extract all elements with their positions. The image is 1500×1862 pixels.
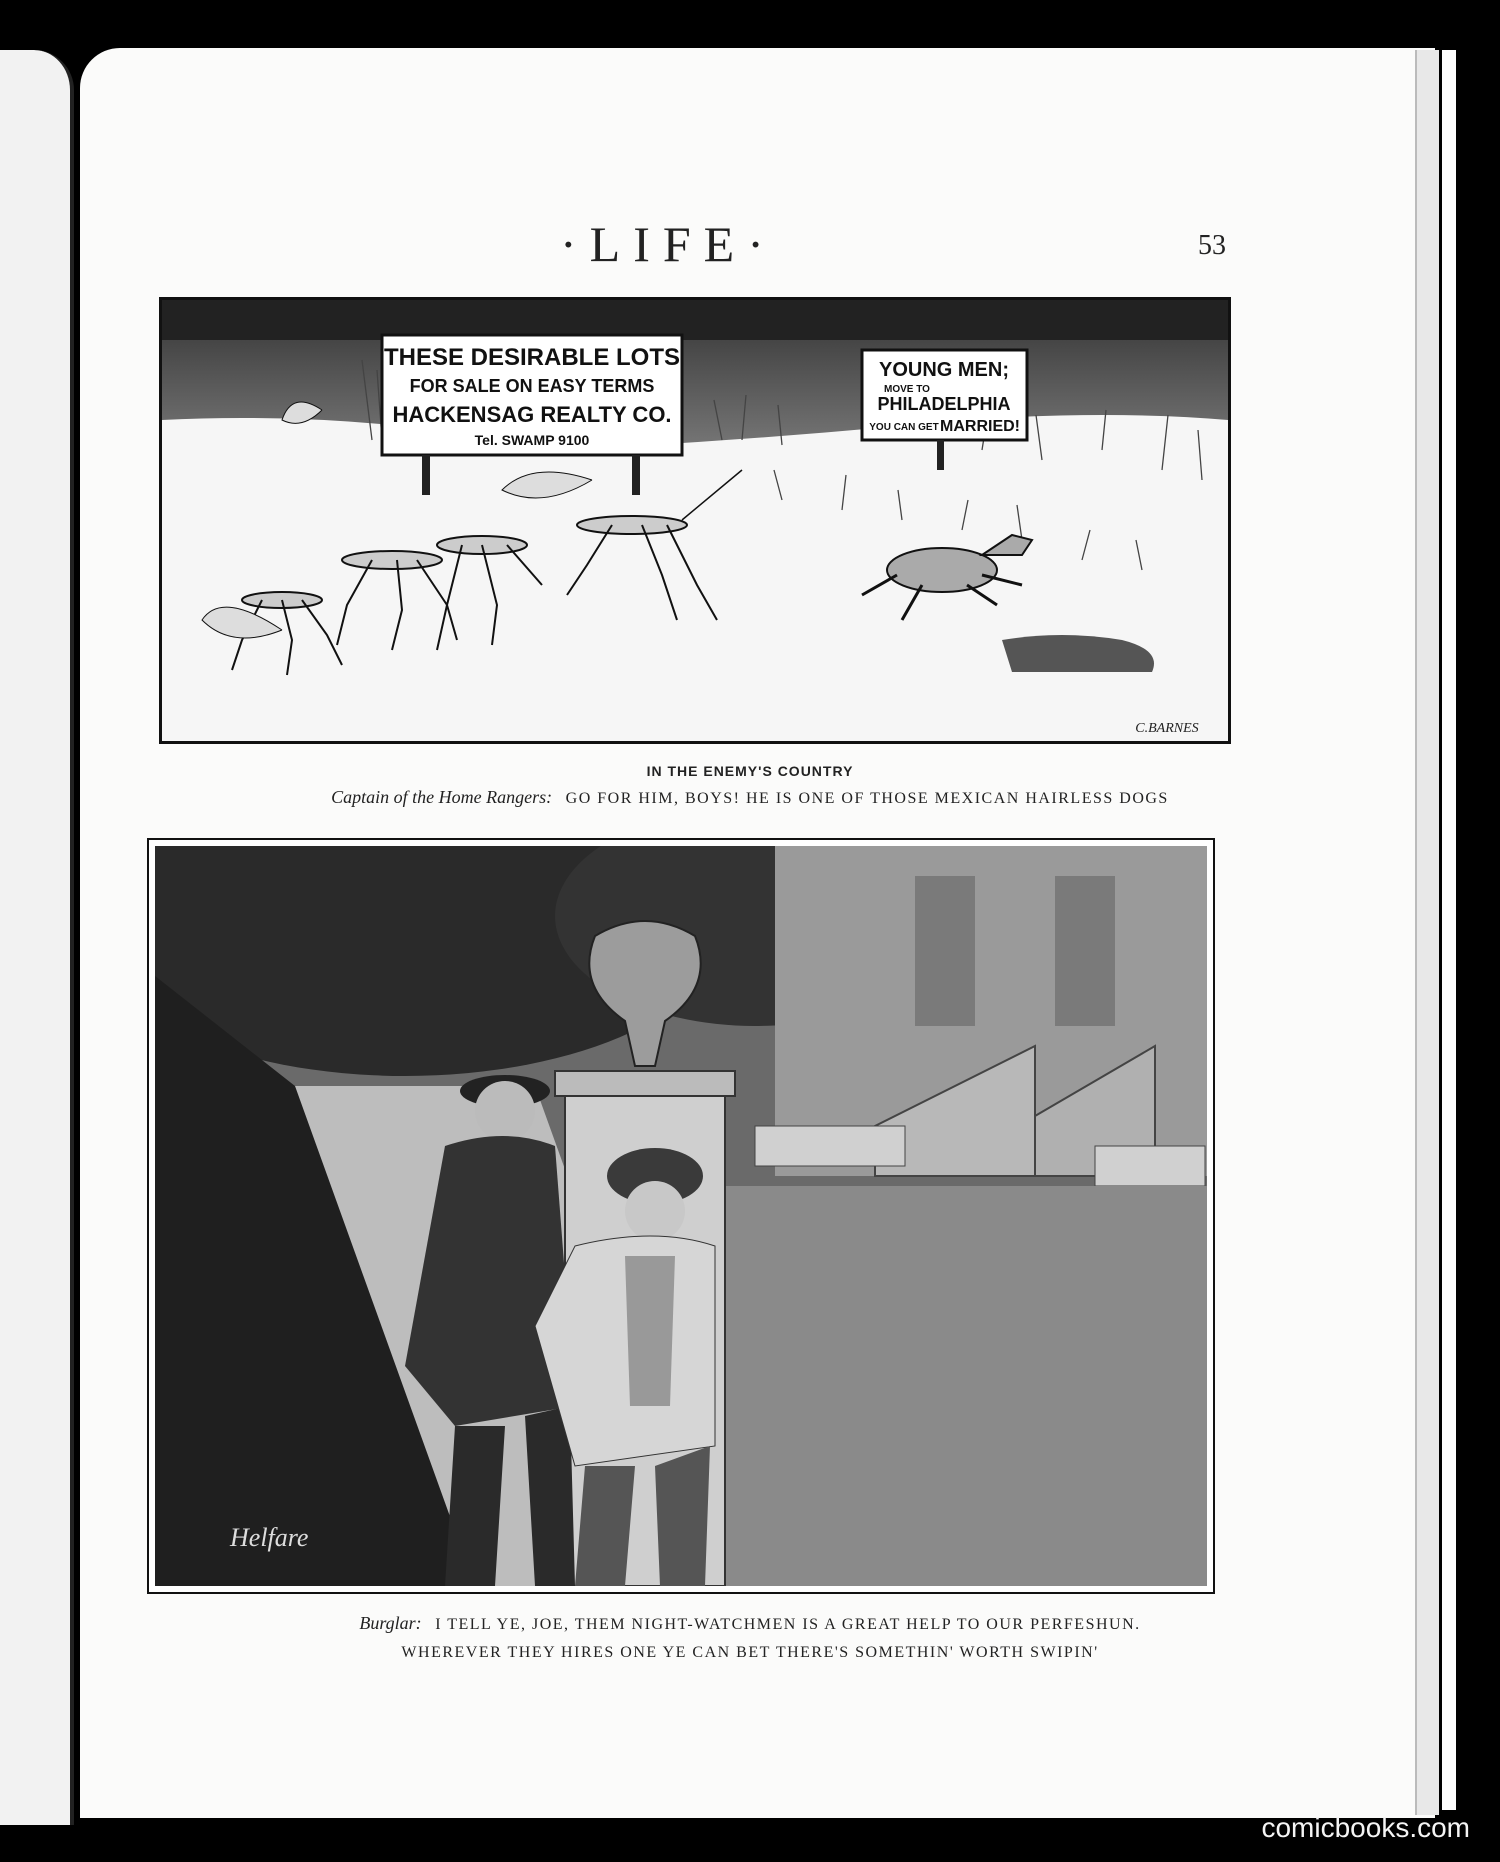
bottom-caption-line2: WHEREVER THEY HIRES ONE YE CAN BET THERE'S SOMETHIN' WORTH SWIPIN' (401, 1644, 1099, 1661)
page-number: 53 (1198, 230, 1226, 261)
site-watermark: comicbooks.com (1261, 1812, 1470, 1843)
sign-right-line1: YOUNG MEN; (879, 359, 1009, 381)
top-cartoon-title: IN THE ENEMY'S COUNTRY (646, 763, 854, 779)
sign-right-line2: MOVE TO (884, 384, 930, 395)
sign-right-line3: PHILADELPHIA (877, 394, 1011, 414)
bottom-illustration-caption (0, 1610, 1500, 1666)
bottom-illustration (155, 846, 1207, 1586)
top-cartoon-caption (0, 787, 1500, 808)
top-cartoon-signature: C.BARNES (1135, 721, 1199, 736)
left-page-edge (0, 50, 74, 1825)
sign-right-line4b: MARRIED! (940, 418, 1020, 435)
bottom-illustration-panel (147, 838, 1215, 1594)
top-cartoon-panel (159, 297, 1231, 744)
sign-left-line1: THESE DESIRABLE LOTS (383, 344, 681, 371)
sign-right-line4a: YOU CAN GET (869, 422, 939, 433)
bottom-caption-line1: I TELL YE, JOE, THEM NIGHT-WATCHMEN IS A GREAT HELP TO OUR PERFESHUN. (435, 1616, 1141, 1633)
sign-left-line2: FOR SALE ON EASY TERMS (409, 376, 655, 396)
bottom-illustration-signature: Helfare (230, 1523, 309, 1552)
top-caption-speaker: Captain of the Home Rangers: (331, 787, 553, 807)
sign-left-line3: HACKENSAG REALTY CO. (392, 402, 672, 427)
sign-left-line4: Tel. SWAMP 9100 (474, 432, 590, 448)
top-caption-line: GO FOR HIM, BOYS! HE IS ONE OF THOSE MEXICAN HAIRLESS DOGS (565, 790, 1169, 807)
top-cartoon-illustration (162, 300, 1228, 741)
masthead-title: ·LIFE· (560, 216, 777, 272)
next-page-strip (1442, 50, 1456, 1810)
bottom-caption-speaker: Burglar: (359, 1613, 422, 1633)
page-fold-edge (1415, 50, 1439, 1815)
